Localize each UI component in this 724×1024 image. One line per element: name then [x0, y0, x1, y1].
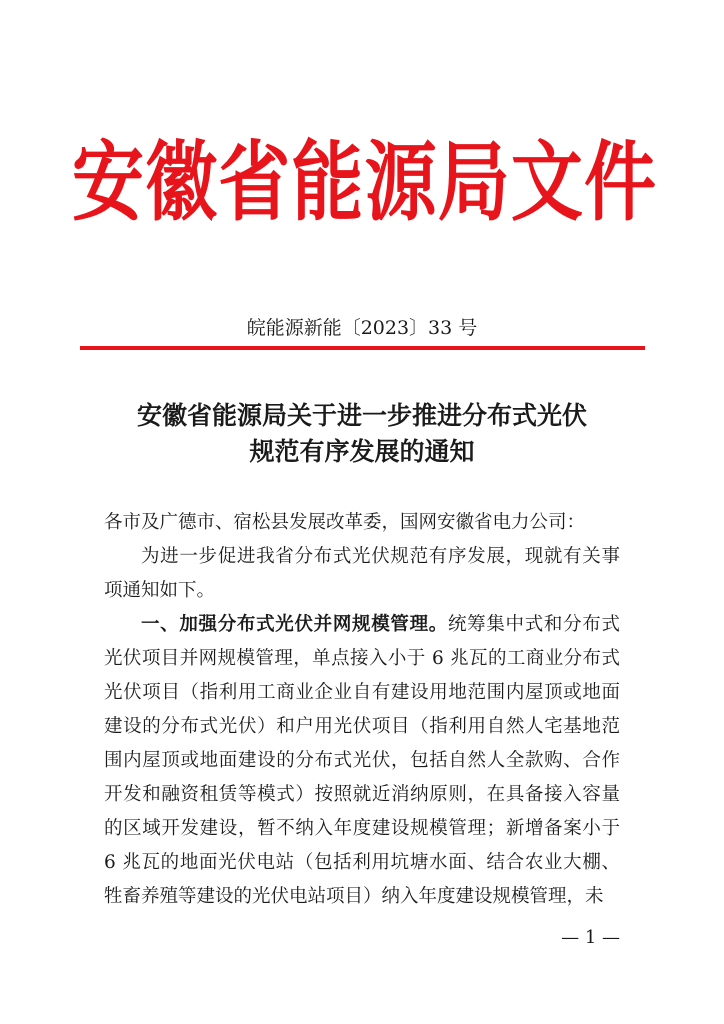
notice-title-line-1: 安徽省能源局关于进一步推进分布式光伏: [136, 401, 587, 430]
header-char: 能: [291, 131, 364, 233]
notice-title-line-2: 规范有序发展的通知: [249, 437, 475, 466]
header-char: 局: [437, 131, 510, 233]
header-char: 省: [218, 131, 291, 233]
section-1-heading: 一、加强分布式光伏并网规模管理。: [141, 614, 448, 635]
document-header-title: [72, 132, 656, 232]
section-1-text: 统筹集中式和分布式光伏项目并网规模管理，单点接入小于 6 兆瓦的工商业分布式光伏项目（指利用工商业企业自有建设用地范围内屋顶或地面建设的分布式光伏）和户用光伏项目（指利用自然人宅基地范围内屋顶或地面建设的分布式光伏，包括自然人全款购、合作开发和融资租赁等模式）按照就近消纳原则，在具备接入容量的区域开发建设，暂不纳入年度建设规模管理；新增备案小于 6 兆瓦的地面光伏电站（包括利用坑塘水面、结合农业大棚、牲畜养殖等建设的光伏电站项目）纳入年度建设规模管理，未: [104, 614, 620, 907]
header-char: 件: [583, 131, 656, 233]
header-char: 徽: [145, 131, 218, 233]
section-1-paragraph: [104, 608, 620, 914]
intro-paragraph: 为进一步促进我省分布式光伏规范有序发展，现就有关事项通知如下。: [104, 546, 620, 601]
page-number: — 1 —: [561, 927, 620, 948]
header-char: 文: [510, 131, 583, 233]
document-body: [104, 506, 620, 914]
document-number: 皖能源新能〔2023〕33 号: [246, 317, 478, 339]
red-divider-line: [80, 346, 645, 350]
notice-title: [60, 398, 664, 470]
header-char: 安: [72, 131, 145, 233]
header-char: 源: [364, 131, 437, 233]
addressee: 各市及广德市、宿松县发展改革委，国网安徽省电力公司：: [104, 512, 586, 533]
